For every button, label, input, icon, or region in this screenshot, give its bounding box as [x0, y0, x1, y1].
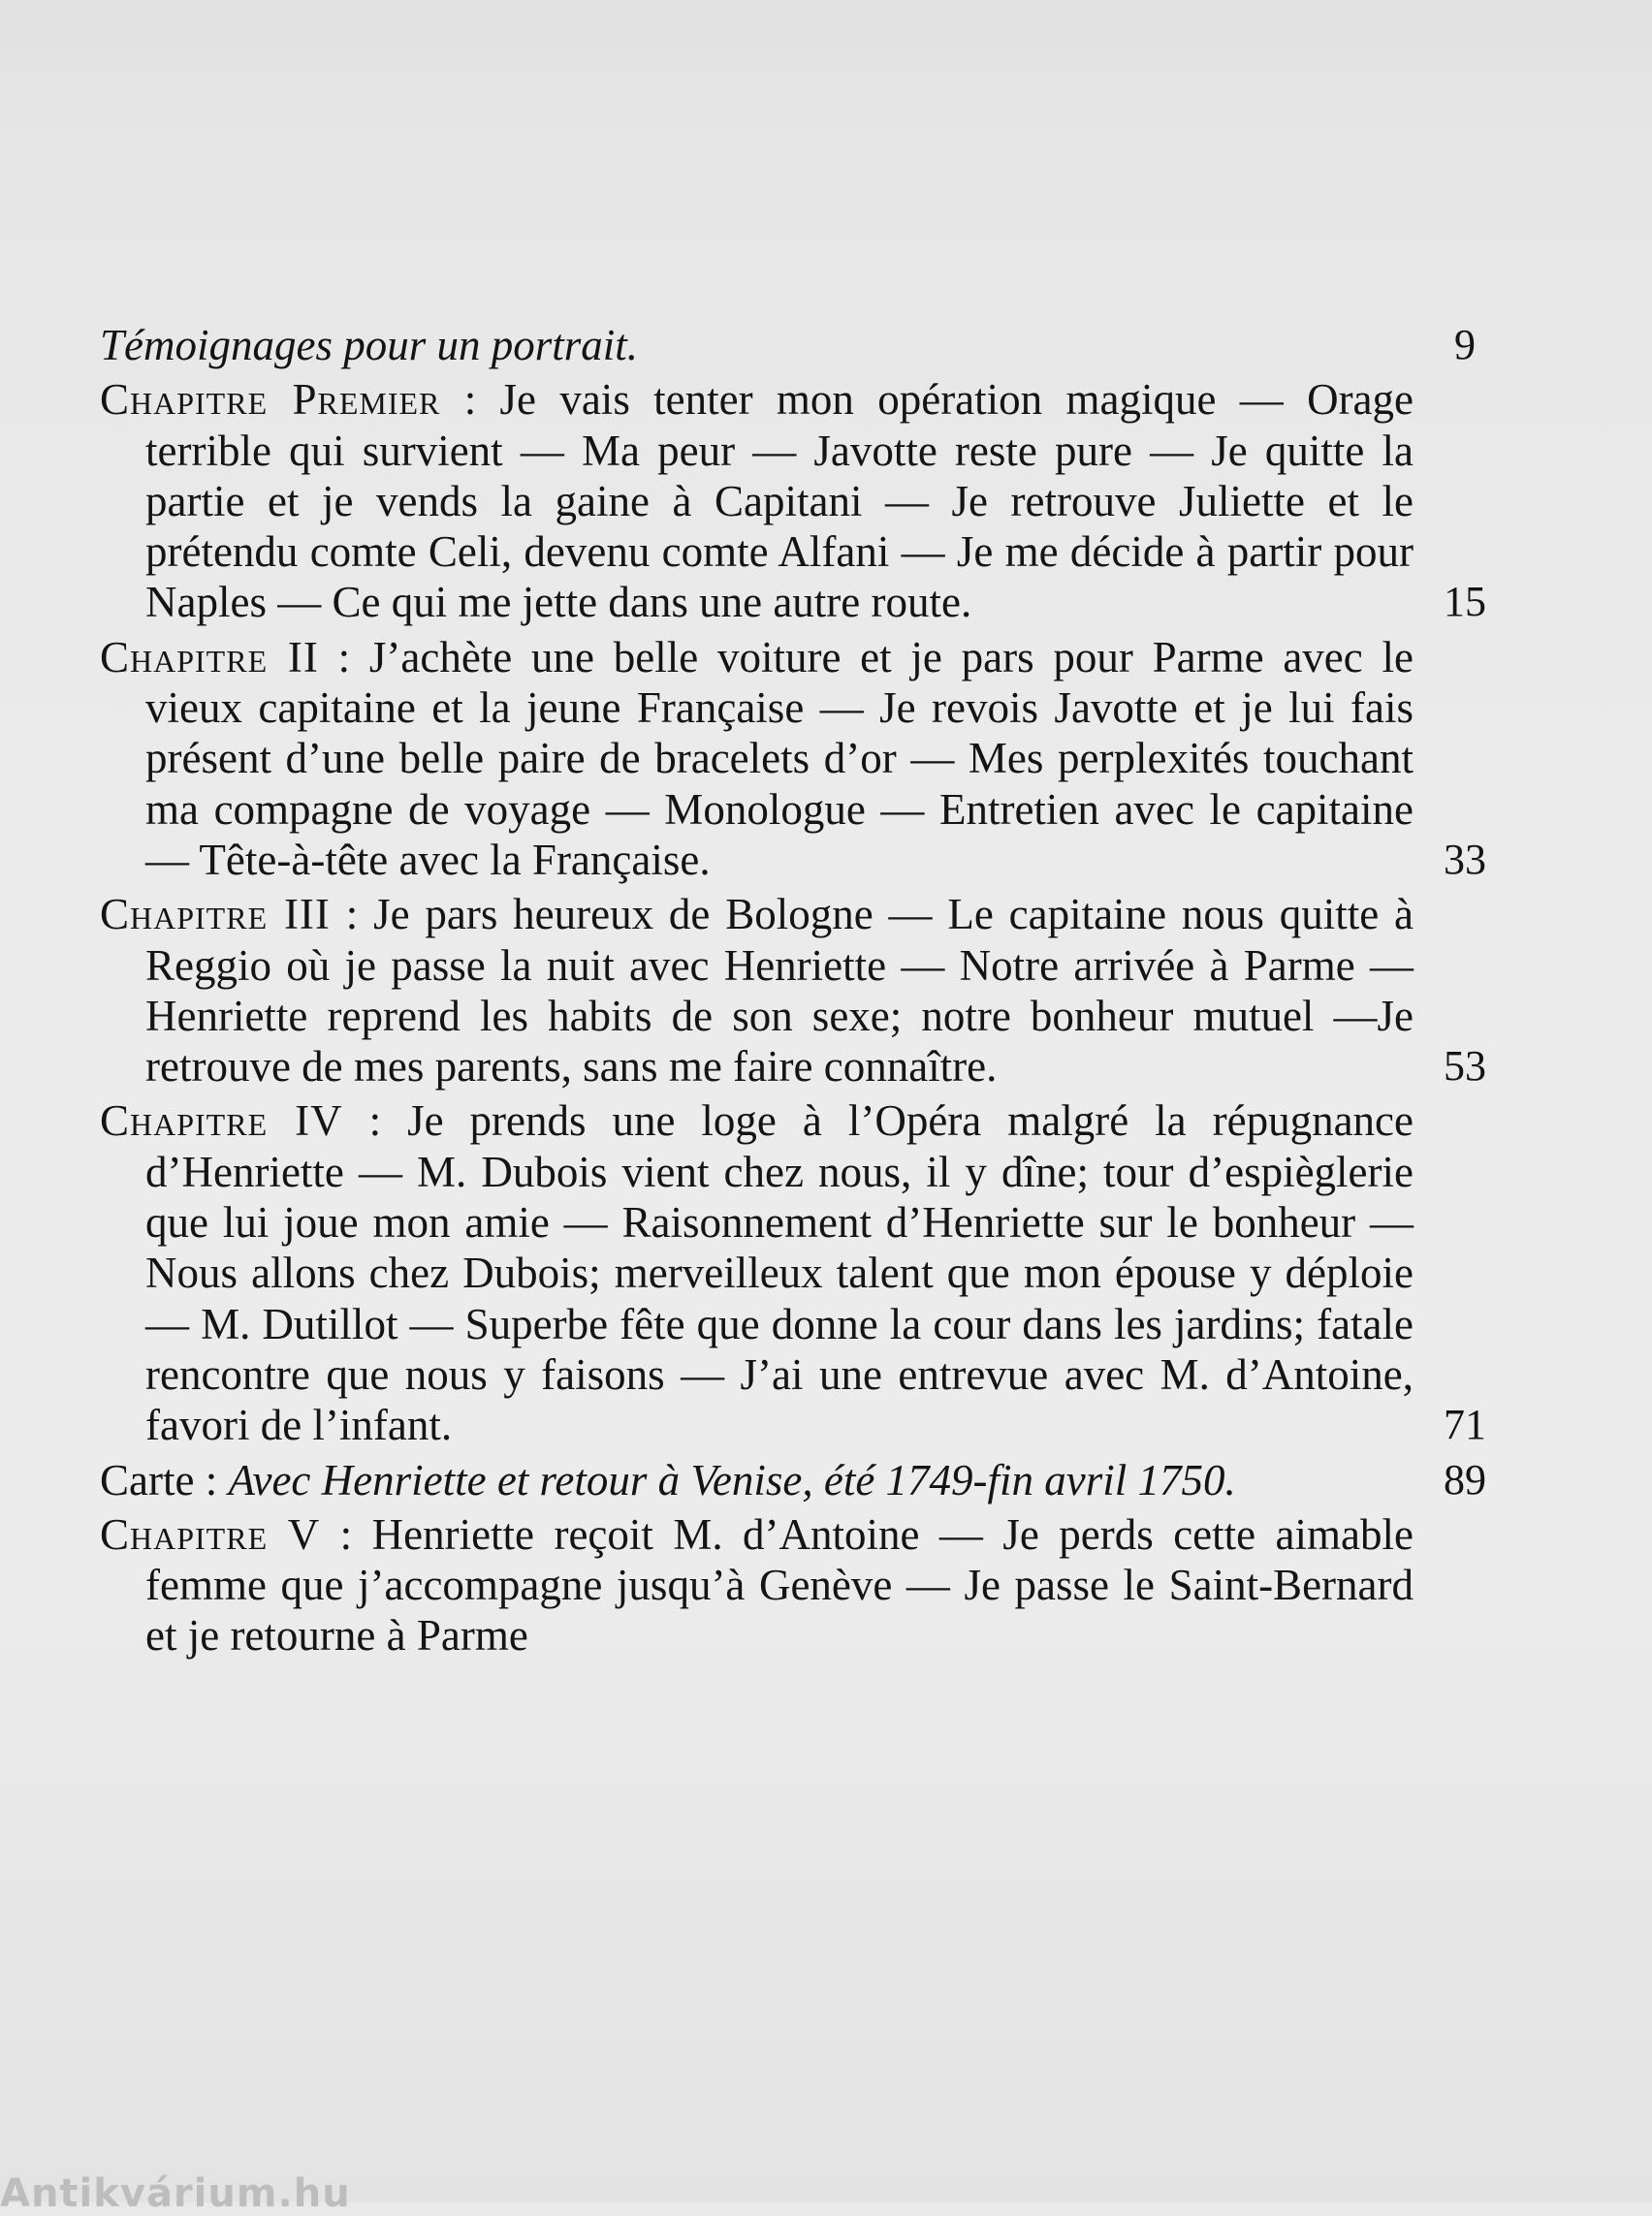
watermark: Antikvárium.hu	[0, 2171, 351, 2216]
separator: :	[194, 1455, 229, 1504]
page-number: 53	[1444, 1042, 1486, 1091]
toc-entry-temoignages	[100, 320, 1496, 370]
page-number: 33	[1444, 835, 1486, 883]
chapter-label: Chapitre Premier	[100, 375, 441, 425]
entry-title: Témoignages pour un portrait.	[100, 321, 639, 369]
chapter-summary: Je vais tenter mon opération magique — Orage terrible qui survient — Ma peur — Javotte reste pure — Je quitte la partie et je vends la gaine à Capitani — Je retrouve Juliette et le prétendu comte Celi, devenu comte Alfani — Je me décide à partir pour Naples — Ce qui me jette dans une autre route.	[145, 375, 1414, 627]
separator: :	[342, 1096, 408, 1146]
map-label: Carte	[100, 1455, 195, 1504]
page-number: 15	[1444, 578, 1486, 626]
page-number: 9	[1454, 321, 1476, 368]
toc-entry-chapitre-premier	[100, 374, 1496, 627]
separator: :	[320, 1509, 372, 1559]
toc-entry-carte	[100, 1455, 1496, 1505]
separator: :	[318, 632, 369, 681]
toc-entry-chapitre-iii	[100, 889, 1496, 1092]
chapter-label: Chapitre II	[100, 632, 319, 681]
bleed-through-text	[543, 29, 1512, 320]
toc-entry-chapitre-v	[100, 1509, 1496, 1662]
chapter-summary: Je prends une loge à l’Opéra malgré la répugnance d’Henriette — M. Dubois vient chez nous, il y dîne; tour d’espièglerie que lui joue mon amie — Raisonnement d’Henriette sur le bonheur — Nous allons chez Dubois; merveilleux talent que mon épouse y déploie — M. Dutillot — Superbe fête que donne la cour dans les jardins; fatale rencontre que nous y faisons — J’ai une entrevue avec M. d’Antoine, favori de l’infant.	[145, 1096, 1414, 1450]
toc-entry-chapitre-iv	[100, 1095, 1496, 1450]
chapter-summary: Henriette reçoit M. d’Antoine — Je perds cette aimable femme que j’accompagne jusqu’à Genève — Je passe le Saint-Bernard et je retourne à Parme	[145, 1509, 1414, 1661]
map-title: Avec Henriette et retour à Venise, été 1749-fin avril 1750.	[228, 1455, 1236, 1504]
chapter-label: Chapitre III	[100, 890, 331, 939]
chapter-label: Chapitre IV	[100, 1096, 343, 1146]
chapter-summary: J’achète une belle voiture et je pars pour Parme avec le vieux capitaine et la jeune Française — Je revois Javotte et je lui fais présent d’une belle paire de bracelets d’or — Mes perplexités touchant ma compagne de voyage — Monologue — Entretien avec le capitaine — Tête-à-tête avec la Française.	[145, 632, 1414, 884]
toc-entry-chapitre-ii	[100, 632, 1496, 885]
table-of-contents	[100, 320, 1496, 1662]
separator: :	[330, 890, 374, 939]
page-number: 71	[1444, 1401, 1486, 1449]
chapter-summary: Je pars heureux de Bologne — Le capitaine nous quitte à Reggio où je passe la nuit avec Henriette — Notre arrivée à Parme — Henriette reprend les habits de son sexe; notre bonheur mutuel —Je retrouve de mes parents, sans me faire connaître.	[145, 890, 1414, 1092]
chapter-label: Chapitre V	[100, 1509, 321, 1559]
page-number: 89	[1444, 1455, 1486, 1504]
separator: :	[440, 375, 500, 425]
